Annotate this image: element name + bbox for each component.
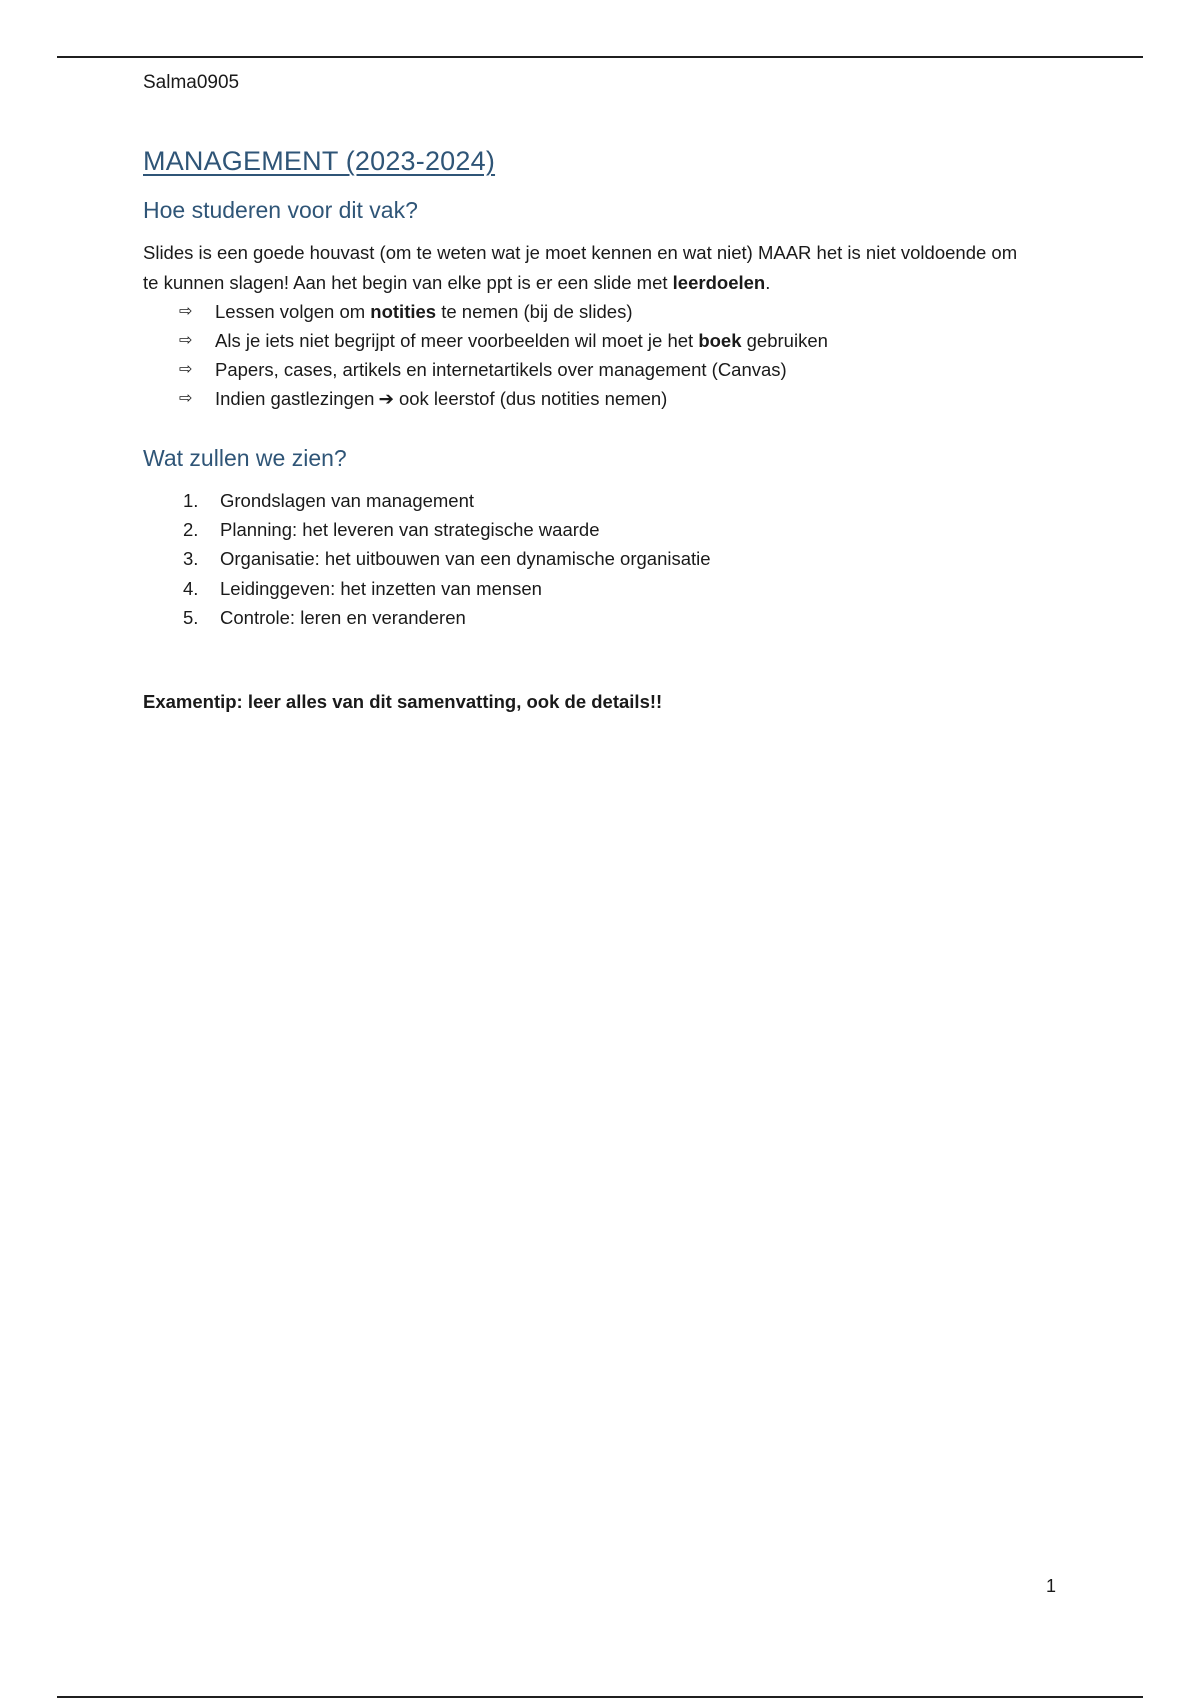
list-item xyxy=(179,326,828,355)
list-item xyxy=(183,486,711,515)
list-item xyxy=(183,603,711,632)
list-text: Leidinggeven: het inzetten van mensen xyxy=(220,577,542,599)
paragraph-bold: leerdoelen xyxy=(672,272,766,293)
page-number: 1 xyxy=(1046,1576,1057,1596)
list-text: Planning: het leveren van strategische waarde xyxy=(220,519,600,541)
list-number: 1. xyxy=(183,490,199,511)
exam-tip: Examentip: leer alles van dit samenvatting, ook de details!! xyxy=(143,691,663,712)
list-text: Controle: leren en veranderen xyxy=(220,606,466,628)
document-title: MANAGEMENT (2023-2024) xyxy=(143,146,496,176)
arrow-right-outline-icon: ⇨ xyxy=(179,332,193,349)
arrow-right-outline-icon: ⇨ xyxy=(179,390,193,407)
arrow-right-outline-icon: ⇨ xyxy=(179,303,193,320)
list-text: Organisatie: het uitbouwen van een dynamische organisatie xyxy=(220,548,711,570)
list-item xyxy=(183,574,711,603)
list-number: 3. xyxy=(183,548,199,570)
list-item xyxy=(183,544,711,573)
list-number: 4. xyxy=(183,577,199,599)
list-number: 5. xyxy=(183,606,199,628)
list-item xyxy=(179,355,828,384)
author-name: Salma0905 xyxy=(143,72,240,93)
top-divider xyxy=(57,56,1143,58)
bullet-text: Indien gastlezingen ➔ ook leerstof (dus notities nemen) xyxy=(215,388,668,409)
section-heading-study: Hoe studeren voor dit vak? xyxy=(143,197,418,223)
list-item xyxy=(179,297,828,326)
study-bullet-list xyxy=(179,297,828,413)
paragraph-text: Slides is een goede houvast (om te weten wat je moet kennen en wat niet) MAAR het is niet voldoende om te kunnen slagen! Aan het begin van elke ppt is er een slide met xyxy=(143,242,1018,293)
document-page xyxy=(143,70,1043,712)
list-item xyxy=(179,384,828,413)
topics-numbered-list xyxy=(183,486,711,632)
bold-arrow-icon: ➔ xyxy=(378,388,394,409)
paragraph-end: . xyxy=(765,272,771,293)
list-number: 2. xyxy=(183,519,199,541)
study-paragraph xyxy=(143,238,1023,298)
arrow-right-outline-icon: ⇨ xyxy=(179,361,193,378)
list-item xyxy=(183,515,711,544)
list-text: Grondslagen van management xyxy=(220,490,475,511)
bullet-text: Papers, cases, artikels en internetartikels over management (Canvas) xyxy=(215,359,787,380)
bullet-text: Als je iets niet begrijpt of meer voorbeelden wil moet je het boek gebruiken xyxy=(215,330,828,351)
bullet-text: Lessen volgen om notities te nemen (bij de slides) xyxy=(215,301,633,322)
section-heading-topics: Wat zullen we zien? xyxy=(143,445,347,471)
bottom-divider xyxy=(57,1696,1143,1698)
